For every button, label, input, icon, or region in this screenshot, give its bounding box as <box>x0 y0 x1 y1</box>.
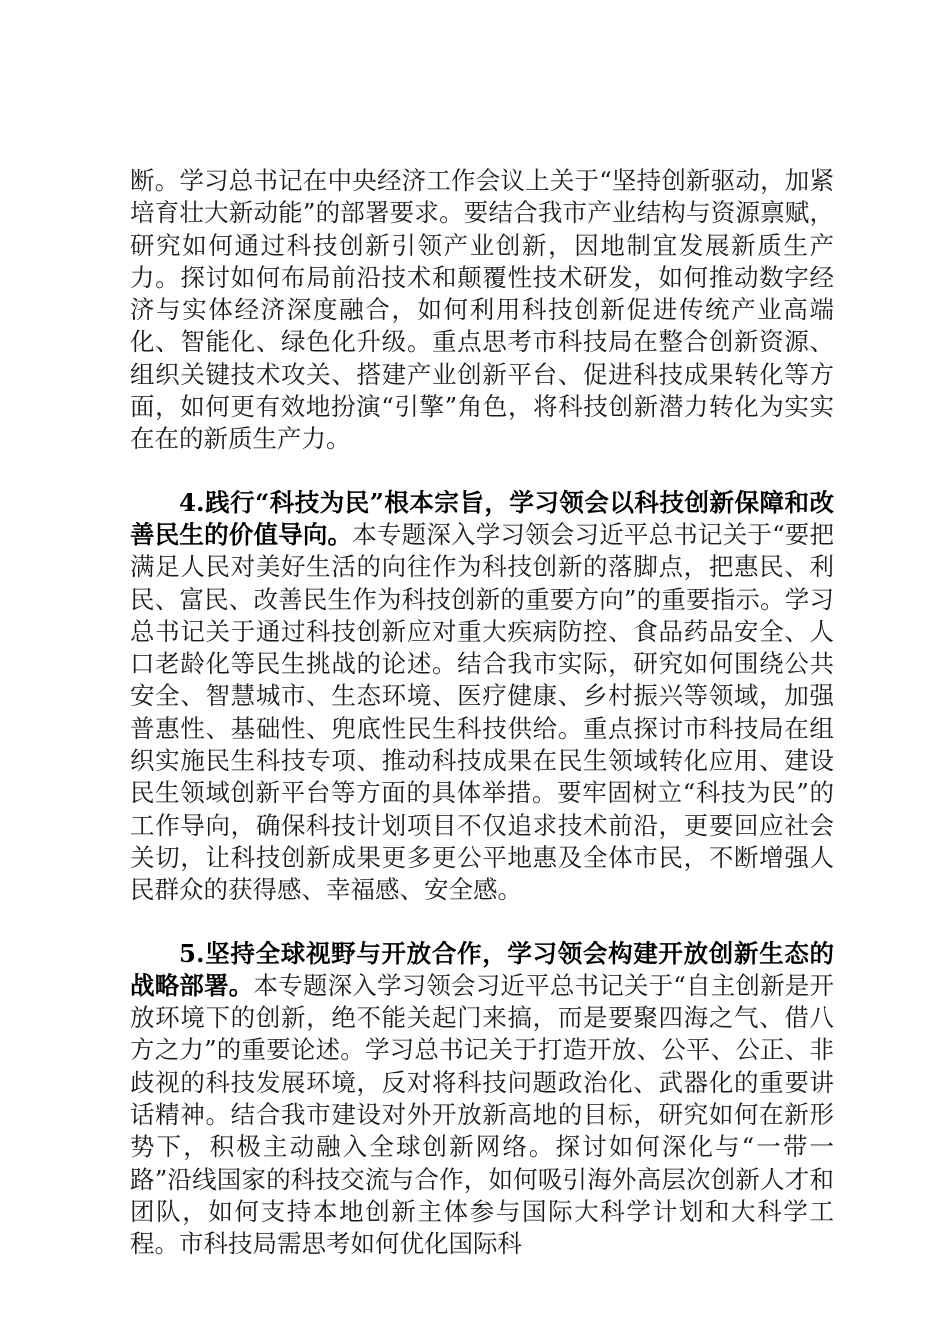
paragraph-body: 本专题深入学习领会习近平总书记关于“自主创新是开放环境下的创新，绝不能关起门来搞，而是要聚四海之气、借八方之力”的重要论述。学习总书记关于打造开放、公平、公正、非歧视的科技发展环境，反对将科技问题政治化、武器化的重要讲话精神。结合我市建设对外开放新高地的目标，研究如何在新形势下，积极主动融入全球创新网络。探讨如何深化与“一带一路”沿线国家的科技交流与合作，如何吸引海外高层次创新人才和团队，如何支持本地创新主体参与国际大科学计划和大科学工程。市科技局需思考如何优化国际科 <box>130 970 834 1259</box>
paragraph-continuation <box>130 165 834 456</box>
paragraph-section-5 <box>130 938 834 1261</box>
section-heading: 5.坚持全球视野与开放合作，学习领会构建开放创新生态的战略部署。 <box>130 938 834 1000</box>
section-heading: 4.践行“科技为民”根本宗旨，学习领会以科技创新保障和改善民生的价值导向。 <box>130 487 834 549</box>
paragraph-body: 本专题深入学习领会习近平总书记关于“要把满足人民对美好生活的向往作为科技创新的落脚点，把惠民、利民、富民、改善民生作为科技创新的重要方向”的重要指示。学习总书记关于通过科技创新应对重大疾病防控、食品药品安全、人口老龄化等民生挑战的论述。结合我市实际，研究如何围绕公共安全、智慧城市、生态环境、医疗健康、乡村振兴等领域，加强普惠性、基础性、兜底性民生科技供给。重点探讨市科技局在组织实施民生科技专项、推动科技成果在民生领域转化应用、建设民生领域创新平台等方面的具体举措。要牢固树立“科技为民”的工作导向，确保科技计划项目不仅追求技术前沿，更要回应社会关切，让科技创新成果更多更公平地惠及全体市民，不断增强人民群众的获得感、幸福感、安全感。 <box>130 519 834 905</box>
paragraph-body: 断。学习总书记在中央经济工作会议上关于“坚持创新驱动，加紧培育壮大新动能”的部署要求。要结合我市产业结构与资源禀赋，研究如何通过科技创新引领产业创新，因地制宜发展新质生产力。探讨如何布局前沿技术和颠覆性技术研发，如何推动数字经济与实体经济深度融合，如何利用科技创新促进传统产业高端化、智能化、绿色化升级。重点思考市科技局在整合创新资源、组织关键技术攻关、搭建产业创新平台、促进科技成果转化等方面，如何更有效地扮演“引擎”角色，将科技创新潜力转化为实实在在的新质生产力。 <box>130 166 834 454</box>
paragraph-section-4 <box>130 487 834 907</box>
document-page <box>130 165 834 1292</box>
